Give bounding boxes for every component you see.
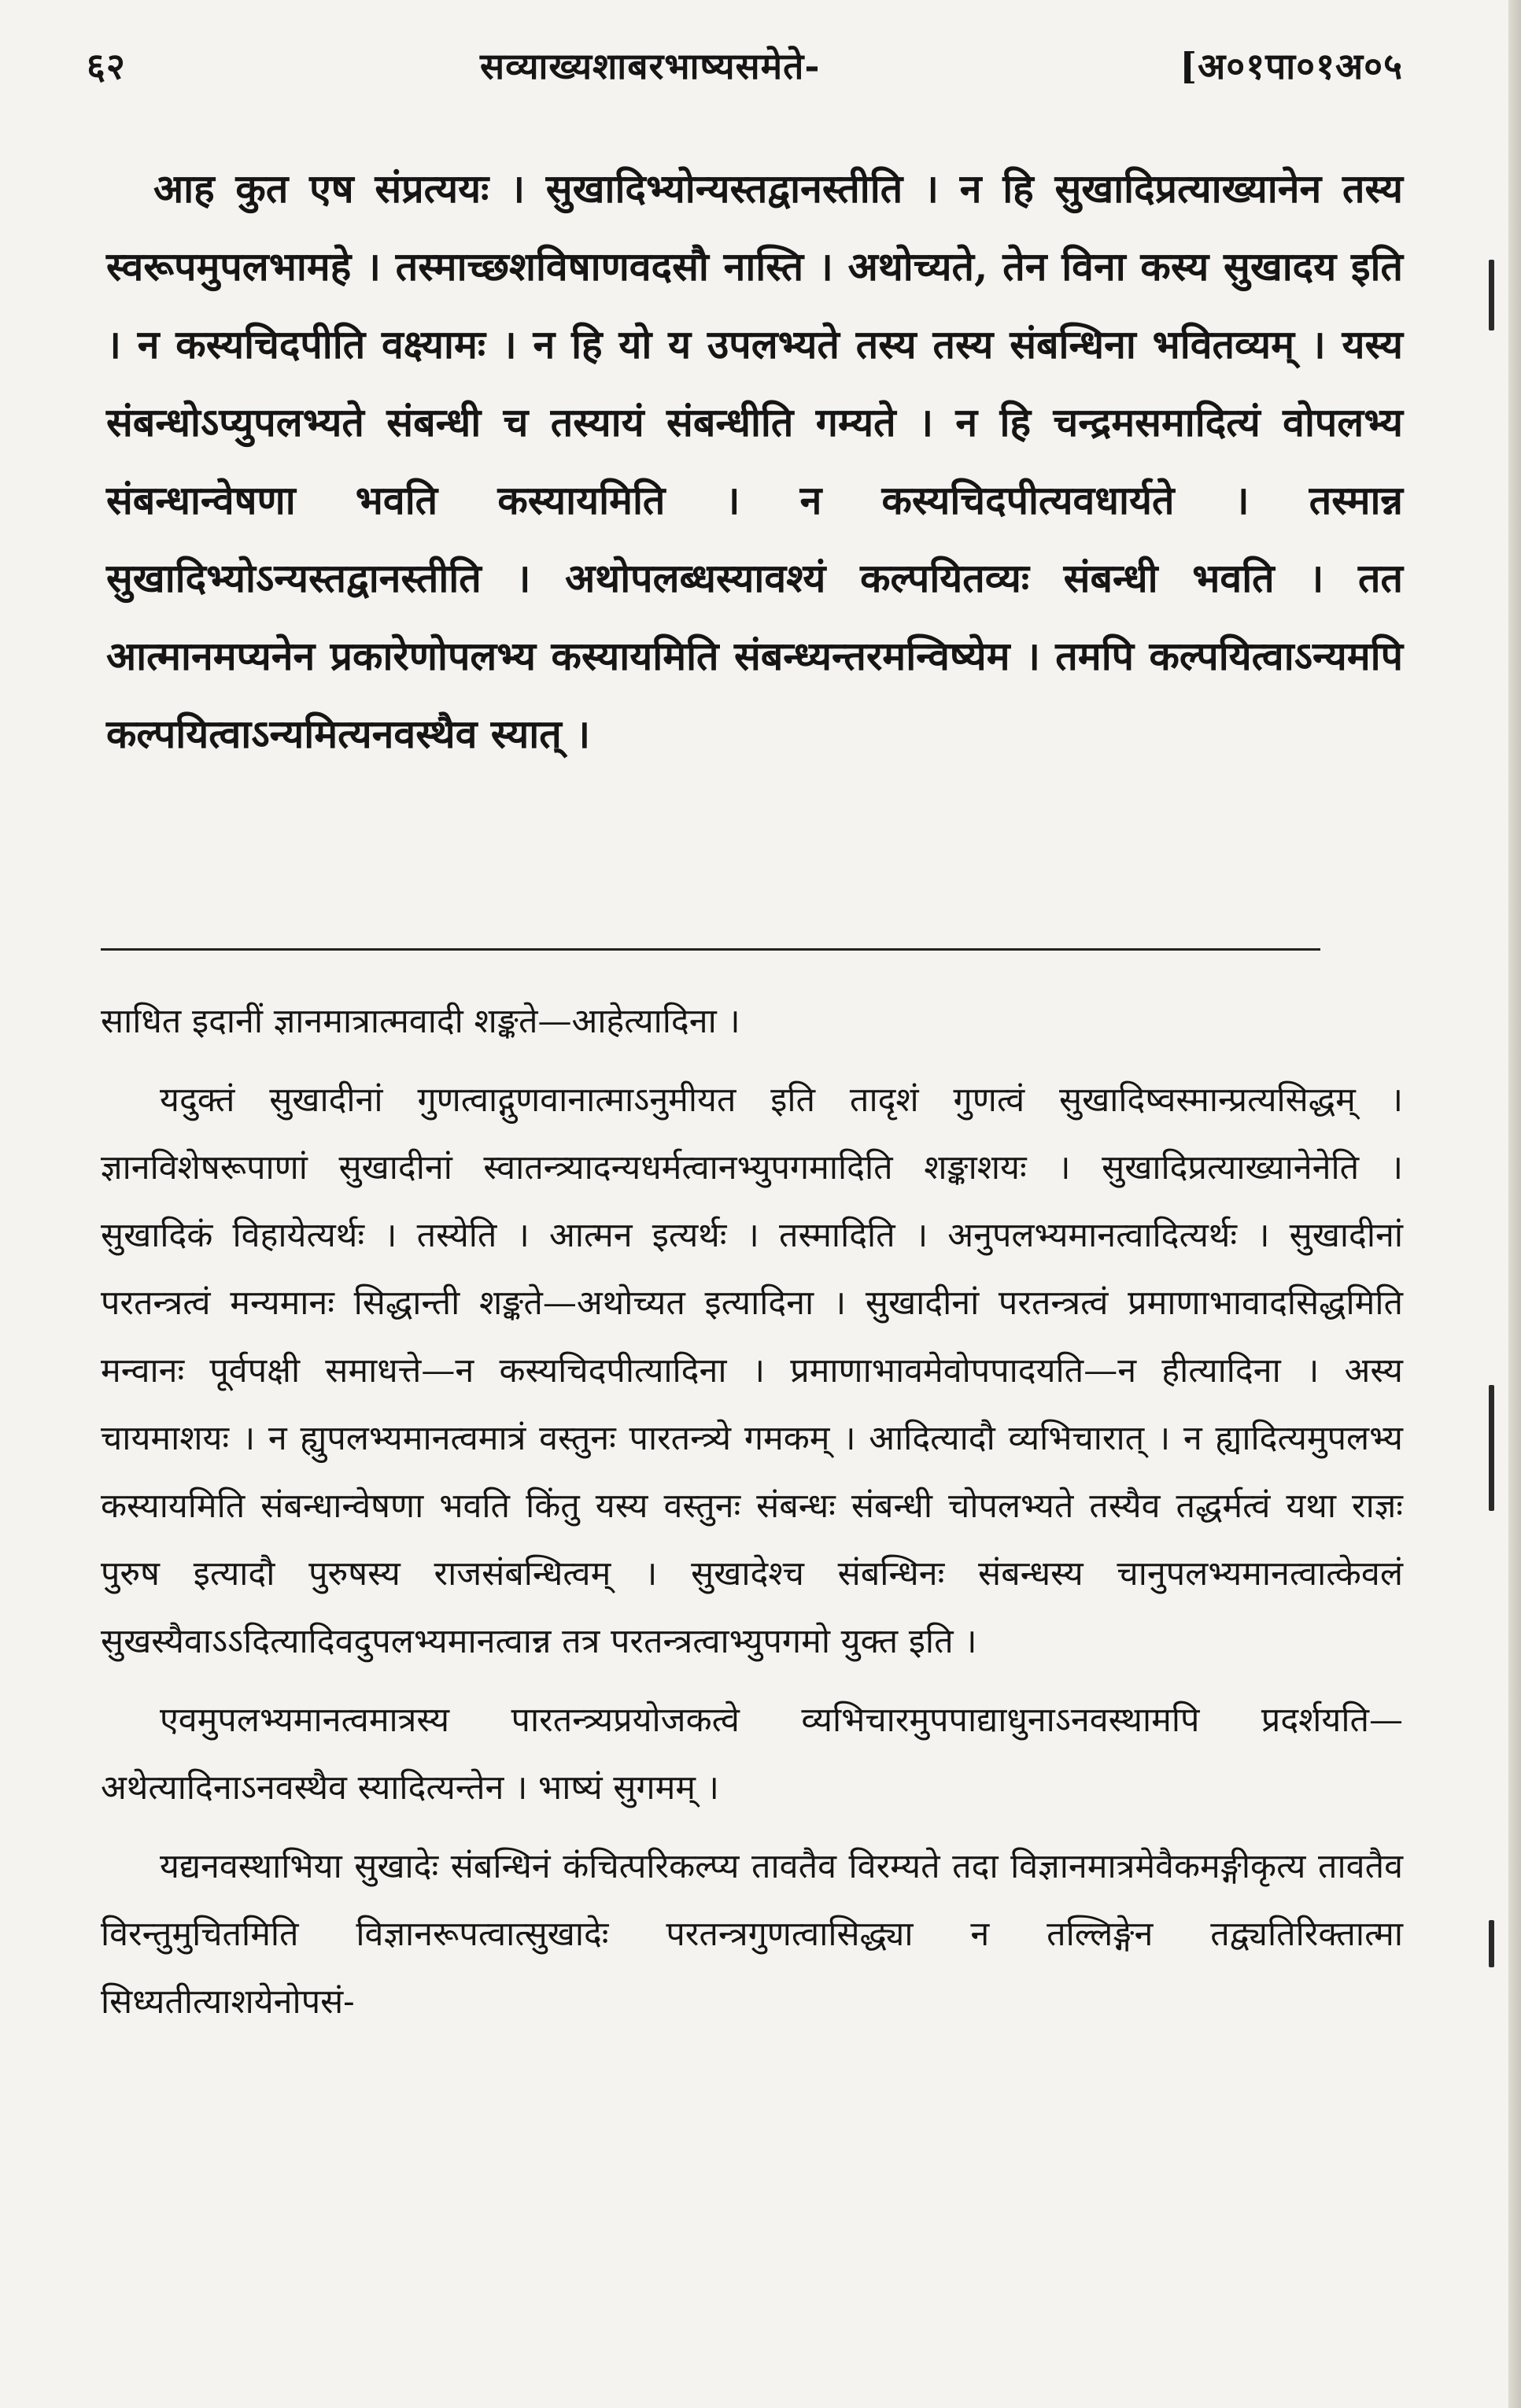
binding-mark <box>1489 1385 1494 1511</box>
commentary-paragraph: यद्यनवस्थाभिया सुखादेः संबन्धिनं कंचित्परिकल्प्य तावतैव विरम्यते तदा विज्ञानमात्रमेवैकमङ्गीकृत्य तावतैव विरन्तुमुचितमिति विज्ञानरूपत्वात्सुखादेः परतन्त्रगुणत्वासिद्ध्या न तल्लिङ्गेन तद्व्यतिरिक्तात्मा सिध्यतीत्याशयेनोपसं- <box>101 1847 1403 2022</box>
running-header <box>87 41 1403 104</box>
commentary-paragraph: यदुक्तं सुखादीनां गुणत्वाद्गुणवानात्माऽनुमीयत इति तादृशं गुणत्वं सुखादिष्वस्मान्प्रत्यसिद्धम् । ज्ञानविशेषरूपाणां सुखादीनां स्वातन्त्र्यादन्यधर्मत्वानभ्युपगमादिति शङ्काशयः । सुखादिप्रत्याख्यानेनेति । सुखादिकं विहायेत्यर्थः । तस्येति । आत्मन इत्यर्थः । तस्मादिति । अनुपलभ्यमानत्वादित्यर्थः । सुखादीनां परतन्त्रत्वं मन्यमानः सिद्धान्ती शङ्कते—अथोच्यत इत्यादिना । सुखादीनां परतन्त्रत्वं प्रमाणाभावादसिद्धमिति मन्वानः पूर्वपक्षी समाधत्ते—न कस्यचिदपीत्यादिना । प्रमाणाभावमेवोपपादयति—न हीत्यादिना । अस्य चायमाशयः । न ह्युपलभ्यमानत्वमात्रं वस्तुनः पारतन्त्र्ये गमकम् । आदित्यादौ व्यभिचारात् । न ह्यादित्यमुपलभ्य कस्यायमिति संबन्धान्वेषणा भवति किंतु यस्य वस्तुनः संबन्धः संबन्धी चोपलभ्यते तस्यैव तद्धर्मत्वं यथा राज्ञः पुरुष इत्यादौ पुरुषस्य राजसंबन्धित्वम् । सुखादेश्च संबन्धिनः संबन्धस्य चानुपलभ्यमानत्वात्केवलं सुखस्यैवाऽऽदित्यादिवदुपलभ्यमानत्वान्न तत्र परतन्त्रत्वाभ्युपगमो युक्त इति । <box>101 1080 1403 1661</box>
bhashya-text: आह कुत एष संप्रत्ययः । सुखादिभ्योन्यस्तद्वानस्तीति । न हि सुखादिप्रत्याख्यानेन तस्य स्वरूपमुपलभामहे । तस्माच्छशविषाणवदसौ नास्ति । अथोच्यते, तेन विना कस्य सुखादय इति । न कस्यचिदपीति वक्ष्यामः । न हि यो य उपलभ्यते तस्य तस्य संबन्धिना भवितव्यम् । यस्य संबन्धोऽप्युपलभ्यते संबन्धी च तस्यायं संबन्धीति गम्यते । न हि चन्द्रमसमादित्यं वोपलभ्य संबन्धान्वेषणा भवति कस्यायमिति । न कस्यचिदपीत्यवधार्यते । तस्मान्न सुखादिभ्योऽन्यस्तद्वानस्तीति । अथोपलब्धस्यावश्यं कल्पयितव्यः संबन्धी भवति । तत आत्मानमप्यनेन प्रकारेणोपलभ्य कस्यायमिति संबन्ध्यन्तरमन्विष्येम । तमपि कल्पयित्वाऽन्यमपि कल्पयित्वाऽन्यमित्यनवस्थैव स्यात् । <box>106 165 1403 757</box>
binding-mark <box>1489 260 1494 331</box>
binding-mark <box>1489 1920 1494 1967</box>
page-number: ६२ <box>87 45 126 87</box>
commentary-paragraph: एवमुपलभ्यमानत्वमात्रस्य पारतन्त्र्यप्रयोजकत्वे व्यभिचारमुपपाद्याधुनाऽनवस्थामपि प्रदर्शयति—अथेत्यादिनाऽनवस्थैव स्यादित्यन्तेन । भाष्यं सुगमम् । <box>101 1701 1403 1808</box>
page-edge <box>1508 0 1521 2408</box>
running-title: सव्याख्यशाबरभाष्यसमेते- <box>480 45 821 87</box>
divider-rule <box>101 948 1320 951</box>
commentary-paragraph: साधित इदानीं ज्ञानमात्रात्मवादी शङ्कते—आहेत्यादिना । <box>101 1002 740 1041</box>
commentary-block <box>101 988 1403 2047</box>
section-reference: [अ०१पा०१अ०५ <box>1180 45 1403 87</box>
